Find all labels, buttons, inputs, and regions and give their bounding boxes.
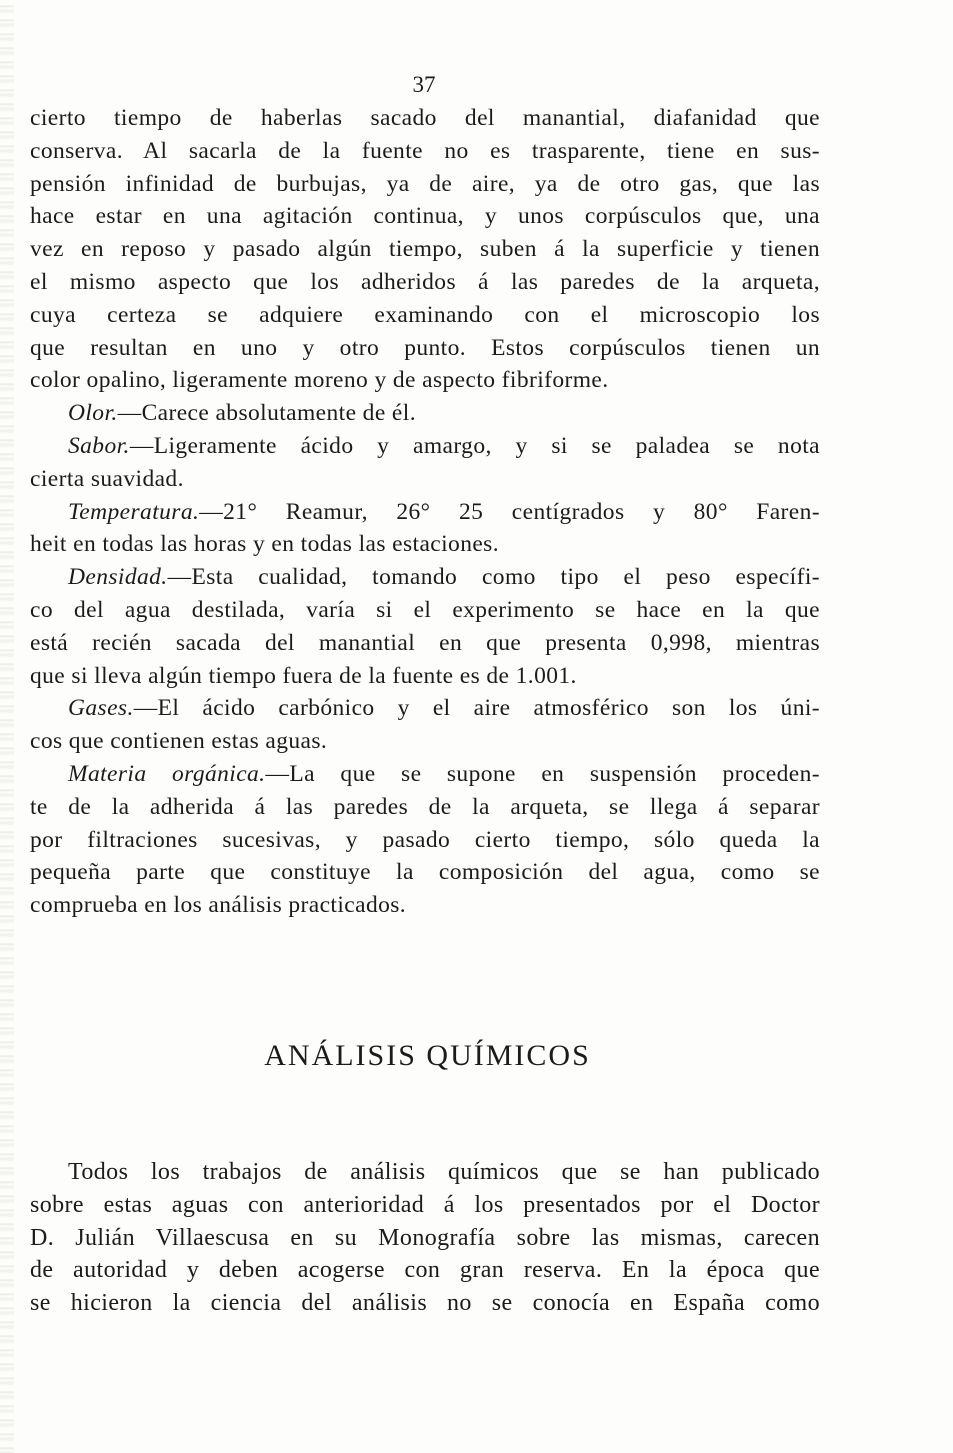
term-label: Temperatura.	[68, 498, 200, 525]
text-line: cos que contienen estas aguas.	[30, 728, 328, 755]
text-line: cuya certeza se adquiere examinando con el microscopio los	[30, 301, 820, 328]
term-text: —Carece absolutamente de él.	[117, 400, 416, 427]
text-line: que si lleva algún tiempo fuera de la fuente es de 1.001.	[30, 662, 577, 689]
text-line: cierta suavidad.	[30, 465, 184, 492]
text-line: heit en todas las horas y en todas las estaciones.	[30, 531, 499, 558]
term-text: —Ligeramente ácido y amargo, y si se paladea se nota	[129, 432, 820, 459]
body-text-lower	[30, 1156, 820, 1320]
text-line: de autoridad y deben acogerse con gran reserva. En la época que	[30, 1257, 820, 1284]
term-text: —Esta cualidad, tomando como tipo el peso específi-	[167, 564, 820, 591]
term-label: Sabor.	[68, 432, 130, 459]
text-line: color opalino, ligeramente moreno y de aspecto fibriforme.	[30, 367, 609, 394]
text-line: se hicieron la ciencia del análisis no se conocía en España como	[30, 1290, 820, 1317]
text-line: sobre estas aguas con anterioridad á los presentados por el Doctor	[30, 1191, 820, 1218]
property-sabor	[30, 430, 820, 463]
property-densidad	[30, 561, 820, 594]
term-text: —21° Reamur, 26° 25 centígrados y 80° Faren-	[199, 498, 820, 525]
text-line: comprueba en los análisis practicados.	[30, 892, 407, 919]
page-edge-texture	[0, 0, 14, 1453]
text-line: el mismo aspecto que los adheridos á las paredes de la arqueta,	[30, 268, 820, 295]
term-label: Gases.	[68, 695, 134, 722]
term-label: Olor.	[68, 400, 118, 427]
property-materia-organica	[30, 758, 820, 791]
text-line: que resultan en uno y otro punto. Estos corpúsculos tienen un	[30, 334, 820, 361]
text-line: pequeña parte que constituye la composición del agua, como se	[30, 859, 820, 886]
page-number: 37	[412, 72, 436, 97]
text-line: co del agua destilada, varía si el experimento se hace en la que	[30, 596, 820, 623]
text-line: te de la adherida á las paredes de la arqueta, se llega á separar	[30, 793, 820, 820]
text-line: por filtraciones sucesivas, y pasado cierto tiempo, sólo queda la	[30, 826, 820, 853]
text-line: Todos los trabajos de análisis químicos que se han publicado	[68, 1159, 820, 1185]
term-text: —El ácido carbónico y el aire atmosférico son los úni-	[133, 695, 820, 722]
property-olor	[30, 397, 820, 430]
term-text: —La que se supone en suspensión proceden-	[265, 760, 820, 787]
body-text-upper	[30, 102, 820, 922]
text-line: D. Julián Villaescusa en su Monografía sobre las mismas, carecen	[30, 1224, 820, 1251]
term-label: Materia orgánica.	[68, 760, 266, 787]
text-line: vez en reposo y pasado algún tiempo, suben á la superficie y tienen	[30, 236, 820, 263]
section-heading: ANÁLISIS QUÍMICOS	[264, 1039, 591, 1072]
term-label: Densidad.	[68, 564, 168, 591]
property-temperatura	[30, 496, 820, 529]
text-line: hace estar en una agitación continua, y unos corpúsculos que, una	[30, 203, 820, 230]
text-line: conserva. Al sacarla de la fuente no es trasparente, tiene en sus-	[30, 137, 820, 164]
text-line: está recién sacada del manantial en que presenta 0,998, mientras	[30, 629, 820, 656]
text-line: cierto tiempo de haberlas sacado del manantial, diafanidad que	[30, 105, 820, 131]
text-line: pensión infinidad de burbujas, ya de aire, ya de otro gas, que las	[30, 170, 820, 197]
property-gases	[30, 692, 820, 725]
